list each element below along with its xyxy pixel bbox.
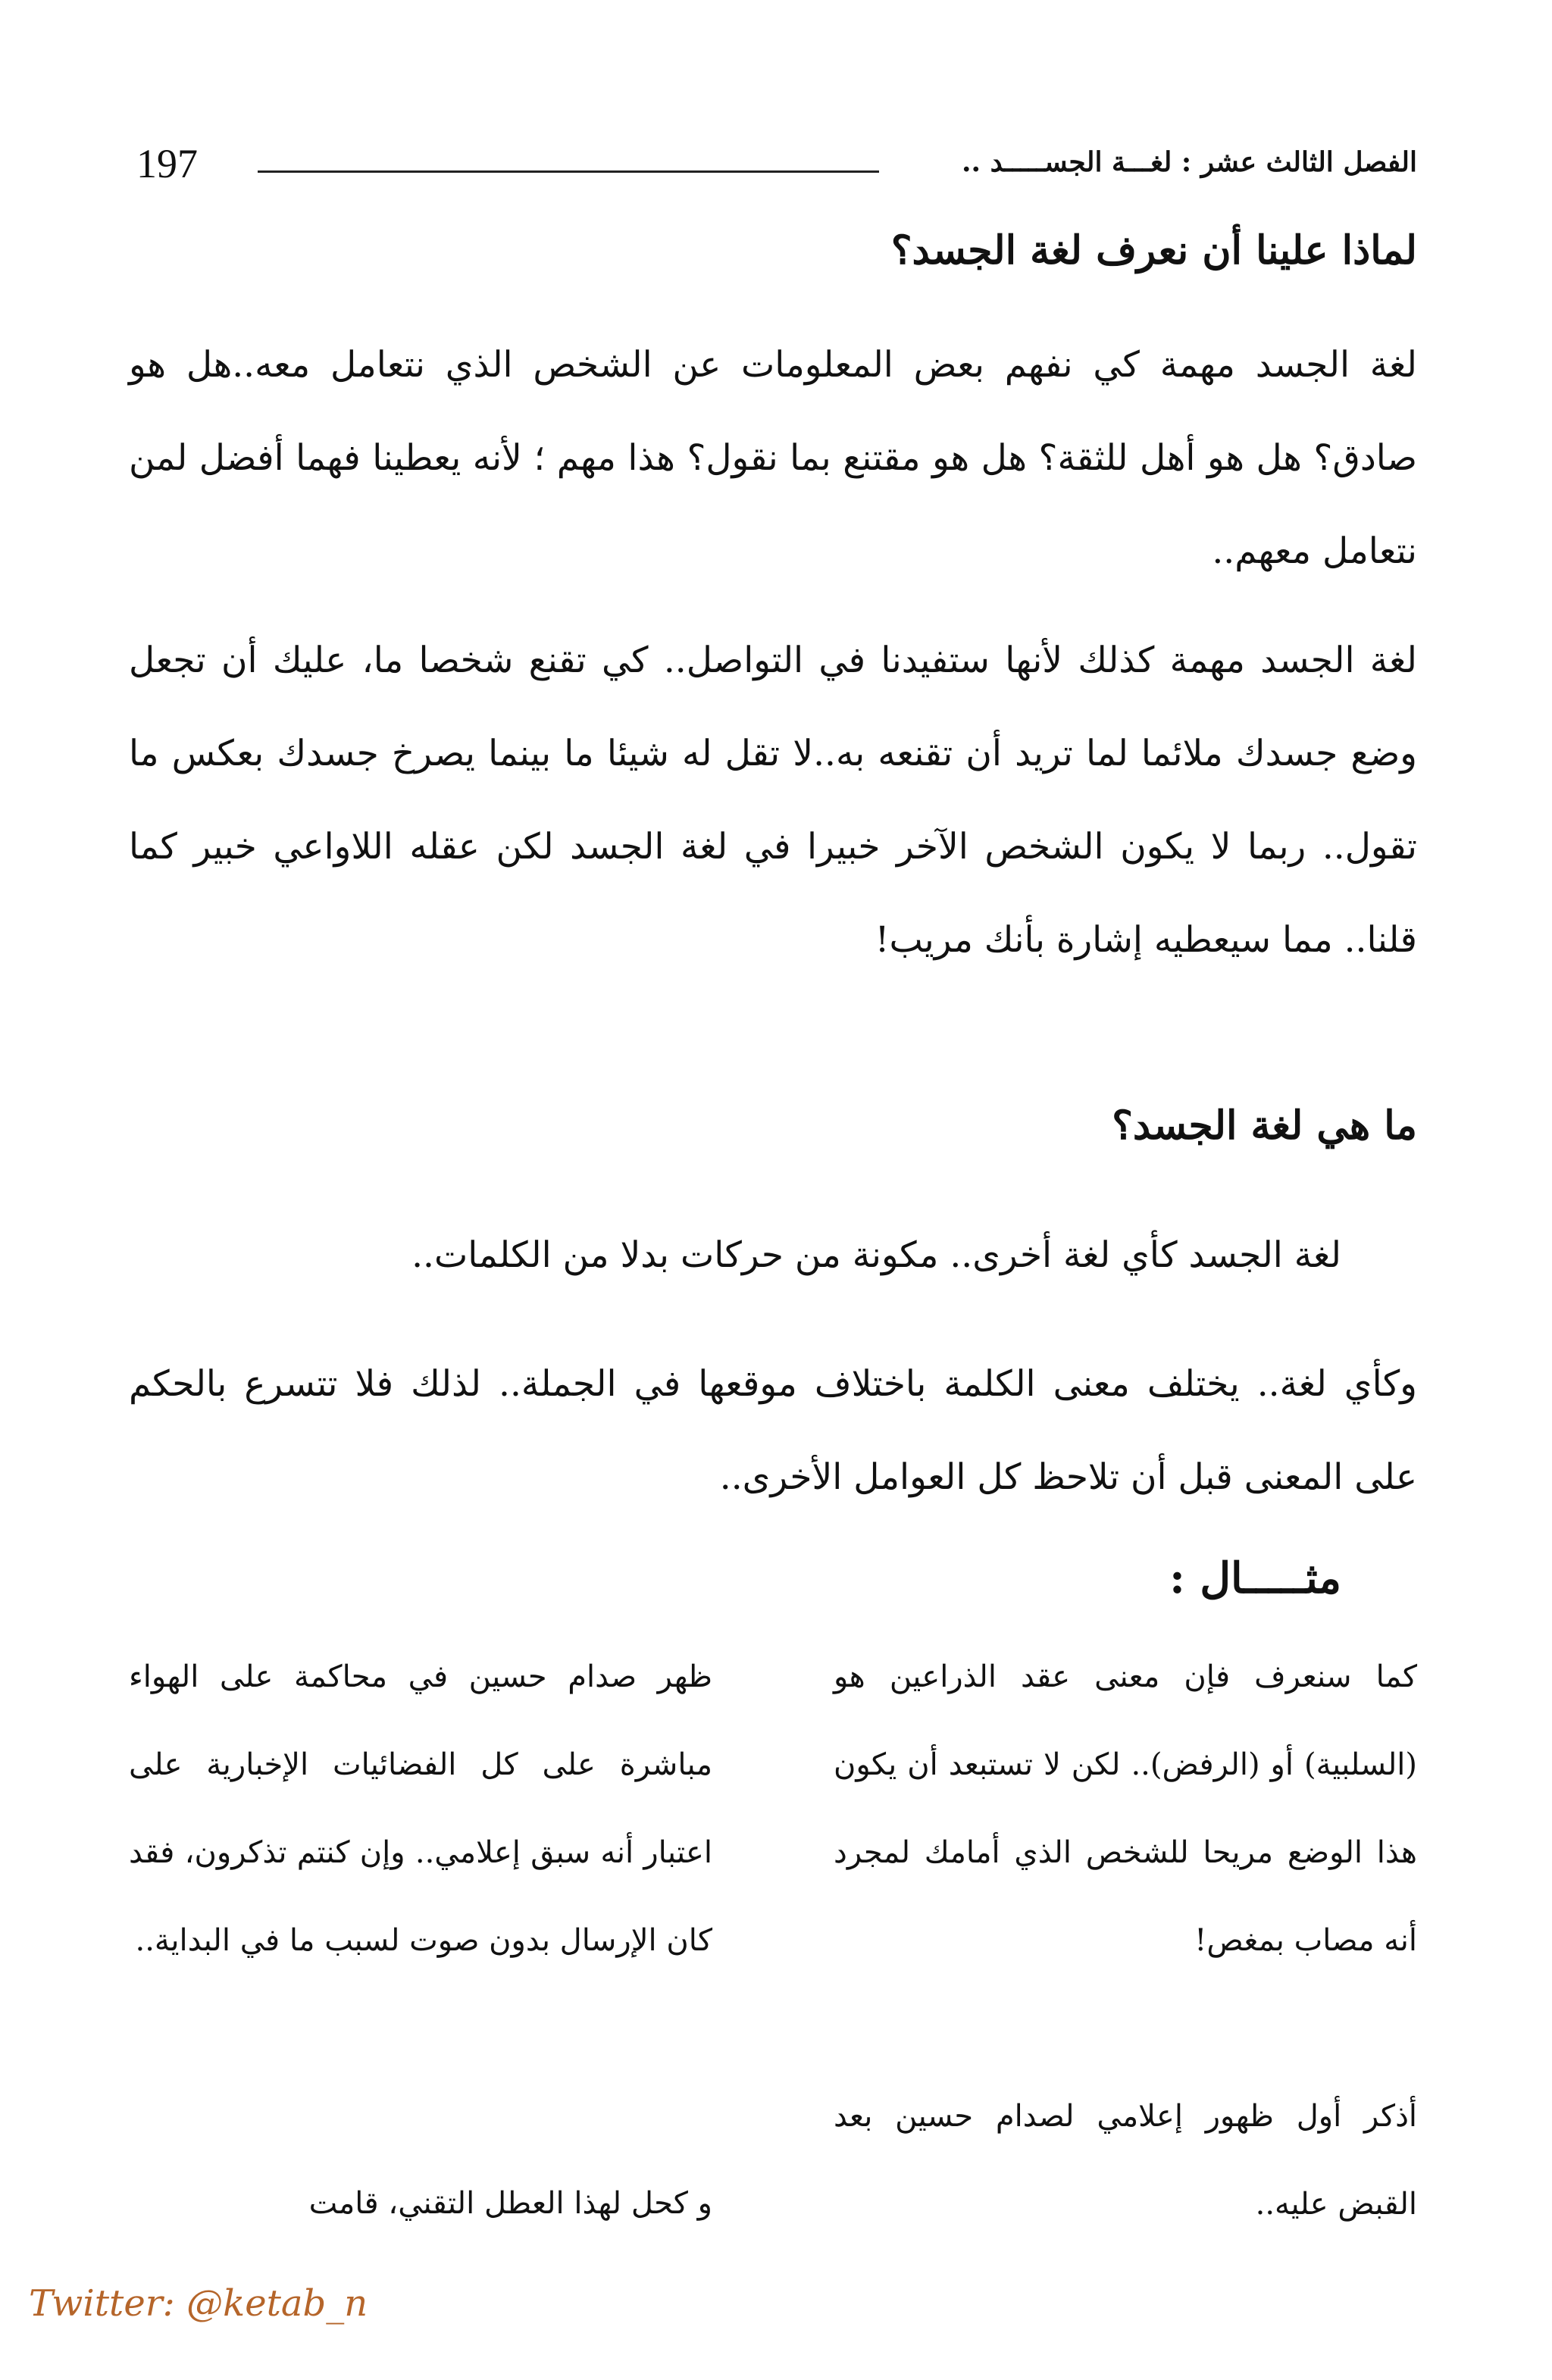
twitter-watermark: Twitter: @ketab_n [29,2282,368,2325]
section-heading-what: ما هي لغة الجسد؟ [1112,1102,1417,1149]
paragraph-why-1: لغة الجسد مهمة كي نفهم بعض المعلومات عن الشخص الذي نتعامل معه..هل هو صادق؟ هل هو أهل للثقة؟ هل هو مقتنع بما نقول؟ هذا مهم ؛ لأنه يعطينا فهما أفضل لمن نتعامل معهم.. [129,344,1417,572]
column-right-paragraph-2: أذكر أول ظهور إعلامي لصدام حسين بعد القبض عليه.. [834,2099,1417,2222]
chapter-title: الفصل الثالث عشر : لغـــة الجســـــد .. [961,146,1417,178]
column-left-paragraph-1: ظهر صدام حسين في محاكمة على الهواء مباشرة على كل الفضائيات الإخبارية على اعتبار أنه سبق إعلامي.. وإن كنتم تذكرون، فقد كان الإرسال بدون صوت لسبب ما في البداية.. [129,1659,712,1958]
page-number: 197 [136,141,198,186]
example-heading: مثـــــال : [1169,1553,1341,1603]
paragraph-what-2: وكأي لغة.. يختلف معنى الكلمة باختلاف موقعها في الجملة.. لذلك فلا تتسرع بالحكم على المعنى قبل أن تلاحظ كل العوامل الأخرى.. [129,1363,1417,1498]
main-text [129,0,1417,2380]
column-right-paragraph-1: كما سنعرف فإن معنى عقد الذراعين هو (السلبية) أو (الرفض).. لكن لا تستبعد أن يكون هذا الوضع مريحا للشخص الذي أمامك لمجرد أنه مصاب بمغص! [834,1659,1417,1958]
paragraph-what-1: لغة الجسد كأي لغة أخرى.. مكونة من حركات بدلا من الكلمات.. [411,1234,1341,1276]
column-left-paragraph-2: و كحل لهذا العطل التقني، قامت [308,2186,712,2221]
paragraph-why-2: لغة الجسد مهمة كذلك لأنها ستفيدنا في التواصل.. كي تقنع شخصا ما، عليك أن تجعل وضع جسدك ملائما لما تريد أن تقنعه به..لا تقل له شيئا ما بينما يصرخ جسدك بعكس ما تقول.. ربما لا يكون الشخص الآخر خبيرا في لغة الجسد لكن عقله اللاواعي خبير كما قلنا.. مما سيعطيه إشارة بأنك مريب! [129,640,1417,961]
section-heading-why: لماذا علينا أن نعرف لغة الجسد؟ [890,227,1417,274]
